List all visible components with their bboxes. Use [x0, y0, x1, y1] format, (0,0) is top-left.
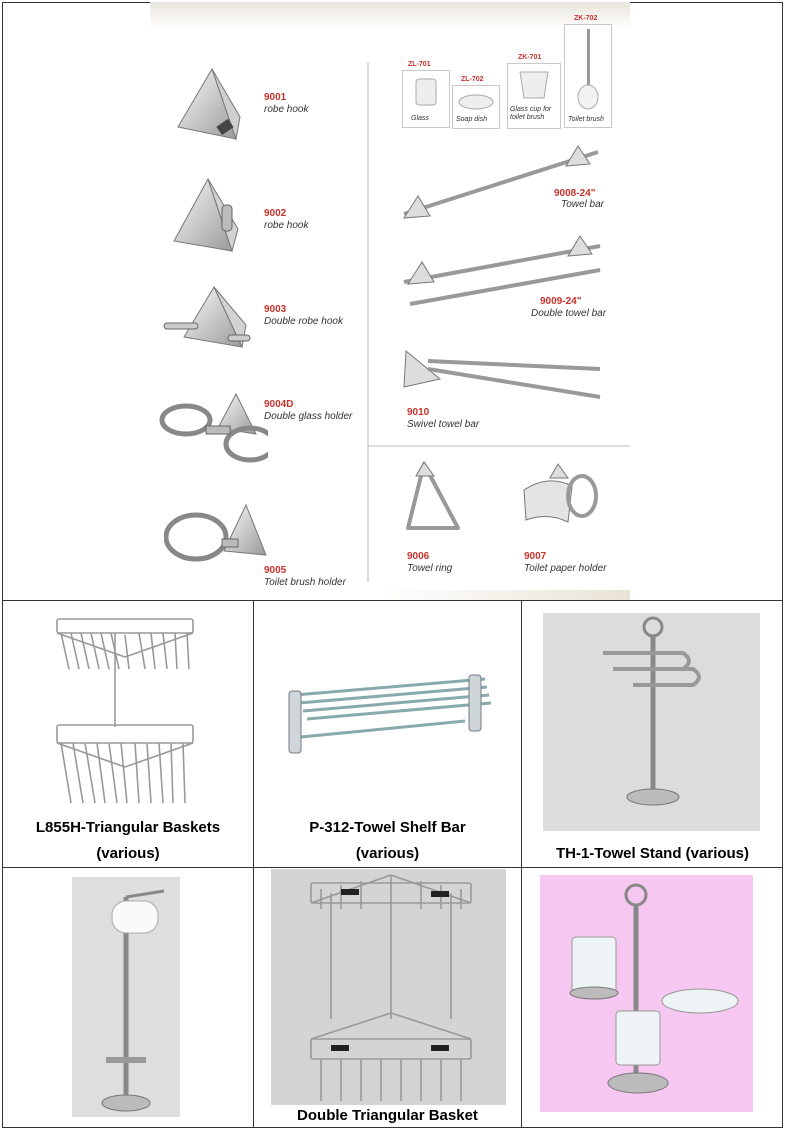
item-name: Double robe hook	[264, 316, 343, 327]
item-name: Toilet paper holder	[524, 563, 607, 574]
double-robe-hook-image	[162, 285, 252, 357]
item-name: Towel bar	[561, 199, 604, 210]
towel-shelf-bar-image	[285, 665, 495, 765]
swivel-towel-bar-image	[400, 347, 605, 407]
item-code: 9006	[407, 551, 430, 562]
product-caption: (various)	[355, 845, 420, 862]
item-code: 9009-24"	[540, 296, 582, 307]
product-caption: TH-1-Towel Stand (various)	[555, 845, 750, 862]
glass-soap-stand-image	[540, 875, 753, 1112]
product-caption: Double Triangular Basket	[297, 1107, 478, 1124]
item-code: 9008-24"	[554, 188, 596, 199]
product-caption: L855H-Triangular Baskets	[35, 819, 221, 836]
toilet-brush-holder-image	[164, 499, 274, 569]
catalog-page	[150, 2, 630, 600]
accessory-toilet-brush-card	[564, 24, 612, 128]
towel-ring-image	[390, 460, 465, 535]
row-divider	[2, 600, 783, 601]
product-caption: (various)	[96, 845, 160, 862]
item-name: Toilet brush holder	[264, 577, 346, 585]
row-divider	[2, 867, 783, 868]
accessory-code: ZL-701	[408, 61, 431, 68]
toilet-paper-stand-image	[72, 877, 180, 1117]
item-code: 9004D	[264, 399, 294, 410]
item-name: robe hook	[264, 220, 309, 231]
accessory-code: ZL-702	[461, 76, 484, 83]
item-code: 9002	[264, 208, 287, 219]
accessory-soap-dish-card	[452, 85, 500, 129]
item-name: Double glass holder	[264, 411, 353, 422]
item-name: Towel ring	[407, 563, 453, 574]
triangular-baskets-image	[55, 617, 195, 807]
accessory-glass-card	[402, 70, 450, 128]
item-code: 9001	[264, 92, 287, 103]
item-code: 9005	[264, 565, 287, 576]
accessory-code: ZK-701	[518, 54, 542, 61]
accessory-brush-cup-card	[507, 63, 561, 129]
item-name: Swivel towel bar	[407, 419, 480, 430]
double-glass-holder-image	[158, 392, 268, 472]
accessory-name: Glass	[411, 115, 429, 122]
accessory-name: Toilet brush	[568, 116, 604, 123]
towel-stand-image	[543, 613, 760, 831]
item-name: Double towel bar	[531, 308, 607, 319]
product-caption: P-312-Towel Shelf Bar	[309, 819, 466, 836]
accessory-code: ZK-702	[574, 15, 598, 22]
double-triangular-basket-image	[271, 869, 506, 1105]
item-name: robe hook	[264, 104, 309, 115]
item-code: 9010	[407, 407, 430, 418]
accessory-name: Glass cup for toilet brush	[510, 106, 552, 121]
toilet-paper-holder-image	[518, 460, 608, 530]
item-code: 9007	[524, 551, 547, 562]
item-code: 9003	[264, 304, 287, 315]
accessory-name: Soap dish	[456, 116, 488, 123]
towel-bar-image	[398, 144, 603, 224]
robe-hook-image	[172, 67, 242, 147]
robe-hook-image	[170, 177, 242, 257]
